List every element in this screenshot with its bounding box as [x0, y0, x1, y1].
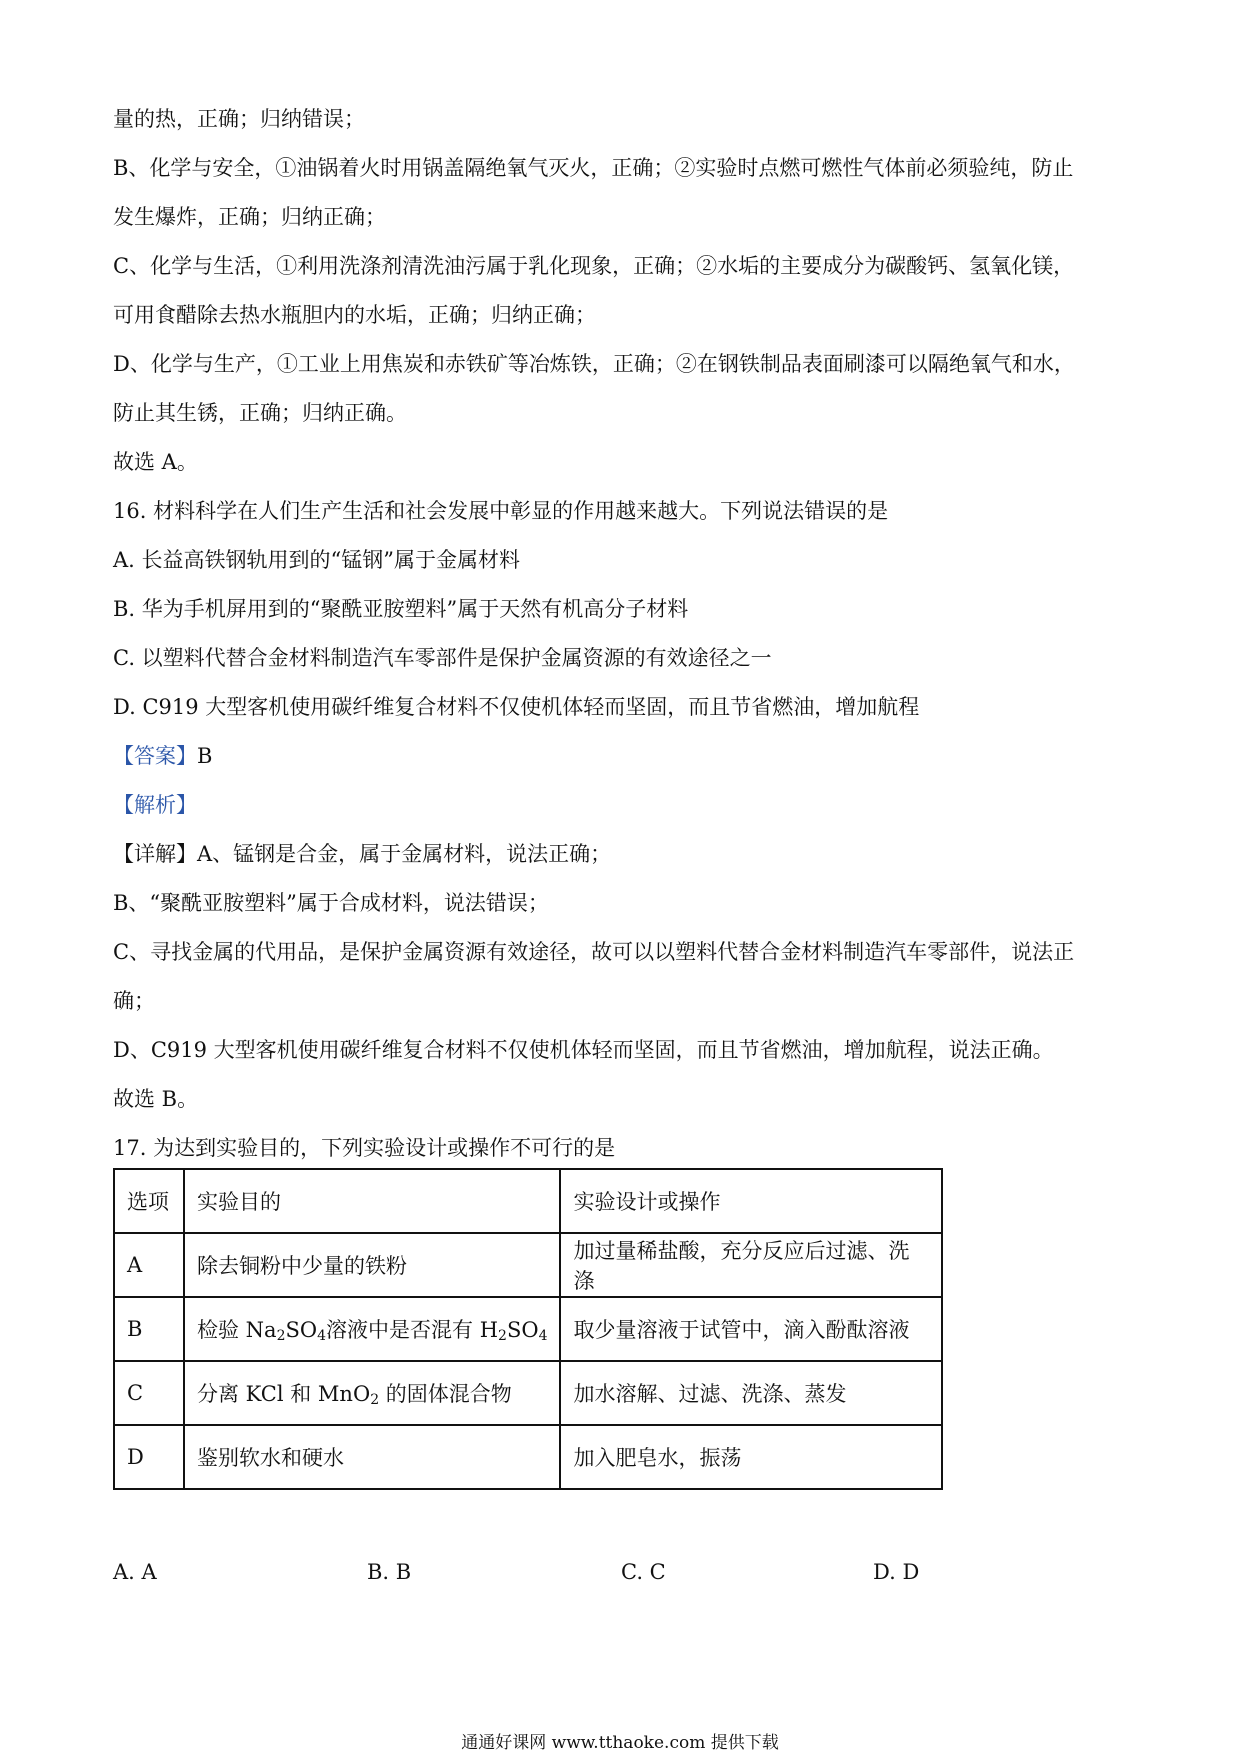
detail-label: 【详解】 — [113, 842, 197, 866]
table-cell: 加过量稀盐酸，充分反应后过滤、洗涤 — [560, 1233, 942, 1297]
option-d: D. C919 大型客机使用碳纤维复合材料不仅使机体轻而坚固，而且节省燃油，增加航程 — [113, 695, 920, 719]
cell-text: 分离 KCl 和 MnO — [197, 1382, 371, 1406]
table-cell — [184, 1361, 560, 1425]
answer-options — [113, 1560, 963, 1590]
text-line: B、化学与安全，①油锅着火时用锅盖隔绝氧气灭火，正确；②实验时点燃可燃性气体前必须验纯，防止 — [113, 156, 1074, 180]
table-header-row — [114, 1169, 942, 1233]
table-row — [114, 1361, 942, 1425]
subscript: 4 — [317, 1328, 327, 1344]
table-cell: C — [114, 1361, 184, 1425]
table-row — [114, 1233, 942, 1297]
subscript: 4 — [538, 1328, 548, 1344]
answer-option: A. A — [113, 1560, 157, 1584]
text-line: 可用食醋除去热水瓶胆内的水垢，正确；归纳正确； — [113, 303, 596, 327]
table-cell: 鉴别软水和硬水 — [184, 1425, 560, 1489]
table-header: 实验目的 — [184, 1169, 560, 1233]
answer-option: D. D — [873, 1560, 920, 1584]
table-cell: B — [114, 1297, 184, 1361]
table-row — [114, 1297, 942, 1361]
analysis-label: 【解析】 — [113, 793, 197, 817]
table-cell — [184, 1297, 560, 1361]
table-cell: 加水溶解、过滤、洗涤、蒸发 — [560, 1361, 942, 1425]
table-row — [114, 1425, 942, 1489]
experiment-table — [113, 1168, 943, 1490]
option-b: B. 华为手机屏用到的“聚酰亚胺塑料”属于天然有机高分子材料 — [113, 597, 689, 621]
cell-text: 溶液中是否混有 H — [326, 1318, 499, 1342]
answer-line — [113, 741, 212, 771]
option-c: C. 以塑料代替合金材料制造汽车零部件是保护金属资源的有效途径之一 — [113, 646, 772, 670]
cell-text: 的固体混合物 — [379, 1382, 512, 1406]
text-line: D、C919 大型客机使用碳纤维复合材料不仅使机体轻而坚固，而且节省燃油，增加航程，说法正确。 — [113, 1038, 1054, 1062]
text-line: 故选 B。 — [113, 1087, 199, 1111]
answer-value: B — [197, 744, 213, 768]
cell-text: SO — [506, 1318, 539, 1342]
text-line: C、寻找金属的代用品，是保护金属资源有效途径，故可以以塑料代替合金材料制造汽车零部件，说法正 — [113, 940, 1075, 964]
text-line: 量的热，正确；归纳错误； — [113, 107, 365, 131]
footer-watermark: 通通好课网 www.tthaoke.com 提供下载 — [461, 1733, 779, 1753]
table-cell: A — [114, 1233, 184, 1297]
question-16: 16. 材料科学在人们生产生活和社会发展中彰显的作用越来越大。下列说法错误的是 — [113, 499, 889, 523]
text-line: 发生爆炸，正确；归纳正确； — [113, 205, 386, 229]
text-line: 故选 A。 — [113, 450, 198, 474]
text-line: C、化学与生活，①利用洗涤剂清洗油污属于乳化现象，正确；②水垢的主要成分为碳酸钙、氢氧化镁， — [113, 254, 1075, 278]
table-cell: 加入肥皂水，振荡 — [560, 1425, 942, 1489]
subscript: 2 — [276, 1328, 286, 1344]
table-cell: D — [114, 1425, 184, 1489]
text-line: 防止其生锈，正确；归纳正确。 — [113, 401, 407, 425]
detail-text: A、锰钢是合金，属于金属材料，说法正确； — [197, 842, 612, 866]
detail-line — [113, 839, 611, 869]
cell-text: SO — [285, 1318, 318, 1342]
subscript: 2 — [370, 1392, 380, 1408]
table-cell: 取少量溶液于试管中，滴入酚酞溶液 — [560, 1297, 942, 1361]
answer-label: 【答案】 — [113, 744, 197, 768]
answer-option: B. B — [367, 1560, 412, 1584]
question-17: 17. 为达到实验目的，下列实验设计或操作不可行的是 — [113, 1136, 616, 1160]
cell-text: 检验 Na — [197, 1318, 277, 1342]
text-line: B、“聚酰亚胺塑料”属于合成材料，说法错误； — [113, 891, 549, 915]
option-a: A. 长益高铁钢轨用到的“锰钢”属于金属材料 — [113, 548, 520, 572]
table-header: 选项 — [114, 1169, 184, 1233]
text-line: 确； — [113, 989, 155, 1013]
subscript: 2 — [498, 1328, 507, 1344]
table-cell: 除去铜粉中少量的铁粉 — [184, 1233, 560, 1297]
answer-option: C. C — [621, 1560, 666, 1584]
table-header: 实验设计或操作 — [560, 1169, 942, 1233]
text-line: D、化学与生产，①工业上用焦炭和赤铁矿等冶炼铁，正确；②在钢铁制品表面刷漆可以隔绝氧气和水， — [113, 352, 1075, 376]
